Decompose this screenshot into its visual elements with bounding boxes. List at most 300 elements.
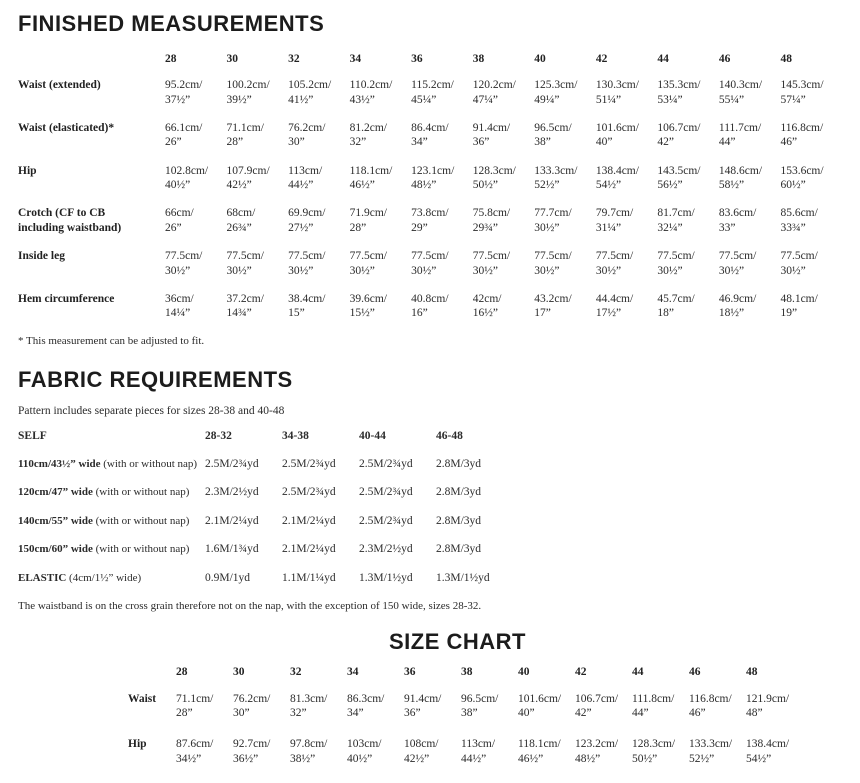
inch-value: 15” xyxy=(288,307,305,320)
measurement-cell xyxy=(461,737,518,766)
size-header-row xyxy=(128,666,842,678)
inch-value: 33¾” xyxy=(780,221,806,234)
table-row xyxy=(18,486,842,498)
measurement-cell xyxy=(518,692,575,721)
cm-value: 77.5cm/ xyxy=(472,250,511,263)
inch-value: 28” xyxy=(349,221,367,234)
cm-value: 91.4cm/ xyxy=(404,692,442,705)
measurement-cell xyxy=(176,737,233,766)
inch-value: 30½” xyxy=(718,264,745,277)
inch-value: 36½” xyxy=(233,752,259,765)
cm-value: 121.9cm/ xyxy=(746,692,790,705)
cm-value: 76.2cm/ xyxy=(233,692,271,705)
cm-value: 69.9cm/ xyxy=(288,207,326,220)
cm-value: 140.3cm/ xyxy=(718,79,763,92)
cm-value: 39.6cm/ xyxy=(349,292,387,305)
inch-value: 56½” xyxy=(657,179,683,192)
inch-value: 54½” xyxy=(746,752,772,765)
row-label: Waist xyxy=(128,692,157,705)
cm-value: 86.3cm/ xyxy=(347,692,385,705)
measurement-cell xyxy=(632,692,689,721)
cm-value: 66cm/ xyxy=(165,207,194,220)
inch-value: 38” xyxy=(534,136,551,149)
measurement-cell xyxy=(461,692,518,721)
cm-value: 97.8cm/ xyxy=(290,738,328,751)
cm-value: 148.6cm/ xyxy=(718,164,763,177)
cm-value: 102.8cm/ xyxy=(165,164,209,177)
inch-value: 27½” xyxy=(288,221,314,234)
cm-value: 77.5cm/ xyxy=(595,250,634,263)
measurement-cell xyxy=(165,206,227,235)
cm-value: 123.2cm/ xyxy=(575,738,619,751)
size-chart-title: SIZE CHART xyxy=(389,629,526,655)
inch-value: 30” xyxy=(288,136,305,149)
size-column-header: 36 xyxy=(411,53,423,66)
inch-value: 40½” xyxy=(347,752,373,765)
measurement-cell xyxy=(227,292,289,321)
inch-value: 46½” xyxy=(518,752,544,765)
inch-value: 26” xyxy=(165,136,182,149)
yardage-cell: 1.3M/1½yd xyxy=(436,571,490,584)
cm-value: 36cm/ xyxy=(165,292,194,305)
measurement-cell xyxy=(288,78,350,107)
size-column-header: 44 xyxy=(657,53,669,66)
yardage-cell: 2.3M/2½yd xyxy=(205,486,259,499)
cm-value: 138.4cm/ xyxy=(746,738,790,751)
inch-value: 30½” xyxy=(411,264,437,277)
cm-value: 79.7cm/ xyxy=(595,207,634,220)
inch-value: 30½” xyxy=(595,264,622,277)
cm-value: 73.8cm/ xyxy=(411,207,449,220)
inch-value: 29¾” xyxy=(472,221,498,234)
cm-value: 77.5cm/ xyxy=(718,250,757,263)
cm-value: 38.4cm/ xyxy=(288,292,326,305)
cm-value: 145.3cm/ xyxy=(780,79,824,92)
inch-value: 17½” xyxy=(595,307,622,320)
size-column-header: 40 xyxy=(534,53,546,66)
size-column-header: 28 xyxy=(165,53,177,66)
inch-value: 30½” xyxy=(349,264,375,277)
fabric-width-label: 120cm/47” wide xyxy=(18,486,93,499)
inch-value: 28” xyxy=(176,706,193,719)
measurement-cell xyxy=(719,164,781,193)
cm-value: 44.4cm/ xyxy=(595,292,634,305)
size-column-header: 48 xyxy=(780,53,792,66)
size-column-header: 32 xyxy=(288,53,300,66)
size-column-header: 30 xyxy=(226,53,239,66)
cm-value: 107.9cm/ xyxy=(226,164,270,177)
cm-value: 153.6cm/ xyxy=(780,164,824,177)
measurement-cell xyxy=(657,249,719,278)
inch-value: 41½” xyxy=(288,93,314,106)
measurement-cell xyxy=(575,692,632,721)
table-row xyxy=(128,692,842,721)
yardage-cell: 2.1M/2¼yd xyxy=(205,514,259,527)
inch-value: 16½” xyxy=(472,307,498,320)
inch-value: 43½” xyxy=(349,93,375,106)
yardage-cell: 1.1M/1¼yd xyxy=(282,571,336,584)
fabric-row-label xyxy=(18,543,205,555)
cm-value: 103cm/ xyxy=(347,738,382,751)
cm-value: 105.2cm/ xyxy=(288,79,332,92)
size-column-header: 38 xyxy=(461,665,473,678)
measurement-cell xyxy=(719,206,781,235)
measurement-cell xyxy=(596,206,658,235)
cm-value: 128.3cm/ xyxy=(632,738,676,751)
measurement-cell xyxy=(404,692,461,721)
measurements-footnote: * This measurement can be adjusted to fit. xyxy=(18,334,205,347)
row-label: Waist (elasticated)* xyxy=(18,121,115,134)
fabric-width-label: ELASTIC xyxy=(18,571,67,584)
cm-value: 81.2cm/ xyxy=(349,121,387,134)
fabric-row-label xyxy=(18,572,205,584)
cm-value: 87.6cm/ xyxy=(176,738,214,751)
inch-value: 46½” xyxy=(349,179,375,192)
cm-value: 86.4cm/ xyxy=(411,121,449,134)
measurement-cell xyxy=(473,164,535,193)
size-column-header: 32 xyxy=(290,665,302,678)
inch-value: 36” xyxy=(404,706,421,719)
table-row xyxy=(18,78,842,107)
inch-value: 33” xyxy=(718,221,736,234)
measurement-cell xyxy=(534,206,596,235)
cm-value: 125.3cm/ xyxy=(534,79,578,92)
size-column-header: 48 xyxy=(746,665,758,678)
measurement-cell xyxy=(473,206,535,235)
size-column-header: 30 xyxy=(233,665,245,678)
inch-value: 42½” xyxy=(404,752,430,765)
measurement-cell xyxy=(780,206,842,235)
finished-measurements-table xyxy=(18,53,842,321)
inch-value: 32¼” xyxy=(657,221,683,234)
cm-value: 116.8cm/ xyxy=(780,121,824,134)
measurement-cell xyxy=(534,249,596,278)
inch-value: 44½” xyxy=(461,752,487,765)
cm-value: 81.7cm/ xyxy=(657,207,695,220)
inch-value: 26¾” xyxy=(226,221,252,234)
inch-value: 46” xyxy=(689,706,706,719)
measurement-cell xyxy=(290,692,347,721)
inch-value: 37½” xyxy=(165,93,191,106)
cm-value: 71.9cm/ xyxy=(349,207,387,220)
cm-value: 120.2cm/ xyxy=(472,79,516,92)
yardage-cell: 1.3M/1½yd xyxy=(359,571,413,584)
measurement-cell xyxy=(689,737,746,766)
measurement-cell xyxy=(350,292,412,321)
cm-value: 76.2cm/ xyxy=(288,121,326,134)
cm-value: 77.5cm/ xyxy=(349,250,387,263)
table-row xyxy=(128,737,842,766)
inch-value: 42” xyxy=(575,706,592,719)
size-header-row xyxy=(18,53,842,65)
measurement-cell xyxy=(596,121,658,150)
yardage-cell: 2.5M/2¾yd xyxy=(282,486,336,499)
measurement-cell xyxy=(288,292,350,321)
table-row xyxy=(18,206,842,235)
measurement-cell xyxy=(657,206,719,235)
row-label: Hip xyxy=(18,164,37,177)
fabric-width-label: 150cm/60” wide xyxy=(18,543,93,556)
cm-value: 68cm/ xyxy=(226,207,256,220)
inch-value: 30½” xyxy=(472,264,498,277)
yardage-cell: 2.8M/3yd xyxy=(436,486,482,499)
measurement-cell xyxy=(780,292,842,321)
inch-value: 29” xyxy=(411,221,428,234)
cm-value: 43.2cm/ xyxy=(534,292,572,305)
measurement-cell xyxy=(347,692,404,721)
inch-value: 34” xyxy=(411,136,428,149)
measurement-cell xyxy=(347,737,404,766)
cm-value: 110.2cm/ xyxy=(349,79,393,92)
measurement-cell xyxy=(350,206,412,235)
cm-value: 95.2cm/ xyxy=(165,79,203,92)
inch-value: 30” xyxy=(233,706,250,719)
fabric-width-label: 140cm/55” wide xyxy=(18,514,93,527)
table-row xyxy=(18,249,842,278)
cm-value: 106.7cm/ xyxy=(657,121,701,134)
size-column-header: 42 xyxy=(575,665,587,678)
inch-value: 47¼” xyxy=(472,93,498,106)
table-row xyxy=(18,572,842,584)
inch-value: 39½” xyxy=(226,93,252,106)
cm-value: 46.9cm/ xyxy=(718,292,757,305)
inch-value: 34” xyxy=(347,706,364,719)
cm-value: 83.6cm/ xyxy=(718,207,757,220)
inch-value: 30½” xyxy=(534,221,560,234)
cm-value: 77.7cm/ xyxy=(534,207,572,220)
cm-value: 118.1cm/ xyxy=(518,738,561,751)
measurement-cell xyxy=(165,164,227,193)
cm-value: 130.3cm/ xyxy=(595,79,639,92)
inch-value: 50½” xyxy=(472,179,498,192)
size-range-header: 40-44 xyxy=(359,429,386,442)
fabric-requirements-footnote: The waistband is on the cross grain therefore not on the nap, with the exception of 150 wide, sizes 28-32. xyxy=(18,600,482,613)
inch-value: 54½” xyxy=(595,179,622,192)
measurement-cell xyxy=(719,78,781,107)
measurement-cell xyxy=(518,737,575,766)
cm-value: 133.3cm/ xyxy=(534,164,578,177)
inch-value: 52½” xyxy=(534,179,560,192)
row-label: Waist (extended) xyxy=(18,79,101,92)
fabric-nap-note: (with or without nap) xyxy=(95,486,190,499)
cm-value: 71.1cm/ xyxy=(226,121,264,134)
size-range-header: 34-38 xyxy=(282,429,309,442)
cm-value: 77.5cm/ xyxy=(780,250,818,263)
measurement-cell xyxy=(596,164,658,193)
cm-value: 96.5cm/ xyxy=(461,692,499,705)
cm-value: 111.8cm/ xyxy=(632,692,675,705)
measurement-cell xyxy=(534,78,596,107)
measurement-cell xyxy=(780,121,842,150)
measurement-cell xyxy=(350,121,412,150)
measurement-cell xyxy=(233,737,290,766)
inch-value: 26” xyxy=(165,221,182,234)
inch-value: 48½” xyxy=(575,752,601,765)
cm-value: 108cm/ xyxy=(404,738,439,751)
inch-value: 40” xyxy=(518,706,535,719)
fabric-nap-note: (with or without nap) xyxy=(95,514,190,527)
measurement-cell xyxy=(596,78,658,107)
measurement-cell xyxy=(411,78,473,107)
cm-value: 123.1cm/ xyxy=(411,164,455,177)
measurement-cell xyxy=(719,292,781,321)
cm-value: 128.3cm/ xyxy=(472,164,516,177)
fabric-width-label: 110cm/43½” wide xyxy=(18,457,101,470)
measurement-cell xyxy=(288,121,350,150)
inch-value: 19” xyxy=(780,307,798,320)
inch-value: 44” xyxy=(632,706,649,719)
measurement-cell xyxy=(689,692,746,721)
inch-value: 53¼” xyxy=(657,93,683,106)
cm-value: 92.7cm/ xyxy=(233,738,271,751)
table-row xyxy=(18,164,842,193)
size-column-header: 44 xyxy=(632,665,644,678)
size-chart-table xyxy=(18,666,842,767)
measurement-cell xyxy=(746,737,803,766)
yardage-cell: 2.8M/3yd xyxy=(436,457,482,470)
yardage-cell: 2.3M/2½yd xyxy=(359,543,413,556)
inch-value: 30½” xyxy=(165,264,191,277)
measurement-cell xyxy=(411,164,473,193)
inch-value: 48½” xyxy=(411,179,437,192)
measurement-cell xyxy=(165,121,227,150)
yardage-cell: 2.8M/3yd xyxy=(436,514,482,527)
yardage-cell: 0.9M/1yd xyxy=(205,571,251,584)
cm-value: 91.4cm/ xyxy=(472,121,511,134)
inch-value: 38½” xyxy=(290,752,316,765)
yardage-cell: 2.5M/2¾yd xyxy=(282,457,336,470)
size-column-header: 34 xyxy=(349,53,362,66)
inch-value: 50½” xyxy=(632,752,658,765)
measurement-cell xyxy=(227,206,289,235)
measurement-cell xyxy=(473,249,535,278)
inch-value: 36” xyxy=(472,136,490,149)
yardage-cell: 1.6M/1¾yd xyxy=(205,543,259,556)
measurement-cell xyxy=(404,737,461,766)
cm-value: 71.1cm/ xyxy=(176,692,214,705)
cm-value: 113cm/ xyxy=(461,738,496,751)
cm-value: 101.6cm/ xyxy=(518,692,562,705)
inch-value: 42½” xyxy=(226,179,252,192)
inch-value: 30½” xyxy=(534,264,560,277)
yardage-cell: 2.8M/3yd xyxy=(436,543,482,556)
cm-value: 77.5cm/ xyxy=(657,250,695,263)
measurement-cell xyxy=(719,121,781,150)
measurement-cell xyxy=(657,121,719,150)
cm-value: 100.2cm/ xyxy=(226,79,270,92)
table-row xyxy=(18,458,842,470)
fabric-row-label xyxy=(18,515,205,527)
size-column-header: 40 xyxy=(518,665,530,678)
measurement-cell xyxy=(719,249,781,278)
cm-value: 96.5cm/ xyxy=(534,121,572,134)
measurement-cell xyxy=(473,121,535,150)
measurement-cell xyxy=(227,164,289,193)
measurement-cell xyxy=(165,78,227,107)
fabric-self-header: SELF xyxy=(18,429,47,442)
cm-value: 40.8cm/ xyxy=(411,292,449,305)
cm-value: 101.6cm/ xyxy=(595,121,639,134)
inch-value: 60½” xyxy=(780,179,806,192)
size-column-header: 36 xyxy=(404,665,416,678)
fabric-row-label xyxy=(18,486,205,498)
measurement-cell xyxy=(227,78,289,107)
measurement-cell xyxy=(227,121,289,150)
measurement-cell xyxy=(350,164,412,193)
size-column-header: 28 xyxy=(176,665,188,678)
row-label: Hem circumference xyxy=(18,292,115,305)
fabric-nap-note: (with or without nap) xyxy=(103,457,198,470)
inch-value: 14¼” xyxy=(165,307,191,320)
measurement-cell xyxy=(596,249,658,278)
size-range-header: 28-32 xyxy=(205,429,232,442)
yardage-cell: 2.5M/2¾yd xyxy=(205,457,259,470)
fabric-requirements-title: FABRIC REQUIREMENTS xyxy=(18,366,293,392)
measurement-cell xyxy=(288,164,350,193)
size-column-header: 46 xyxy=(718,53,731,66)
measurement-cell xyxy=(473,292,535,321)
measurement-cell xyxy=(746,692,803,721)
cm-value: 118.1cm/ xyxy=(349,164,393,177)
cm-value: 138.4cm/ xyxy=(595,164,639,177)
measurement-cell xyxy=(780,78,842,107)
measurement-cell xyxy=(165,292,227,321)
measurement-cell xyxy=(473,78,535,107)
cm-value: 85.6cm/ xyxy=(780,207,818,220)
measurement-cell xyxy=(632,737,689,766)
size-range-header: 46-48 xyxy=(436,429,463,442)
table-row xyxy=(18,292,842,321)
table-row xyxy=(18,121,842,150)
inch-value: 48” xyxy=(746,706,763,719)
inch-value: 51¼” xyxy=(595,93,622,106)
inch-value: 34½” xyxy=(176,752,202,765)
cm-value: 81.3cm/ xyxy=(290,692,328,705)
inch-value: 30½” xyxy=(780,264,806,277)
cm-value: 77.5cm/ xyxy=(165,250,203,263)
inch-value: 32” xyxy=(349,136,367,149)
fabric-nap-note: (4cm/1½” wide) xyxy=(69,571,142,584)
fabric-header-row xyxy=(18,430,842,442)
cm-value: 116.8cm/ xyxy=(689,692,732,705)
cm-value: 77.5cm/ xyxy=(411,250,449,263)
inch-value: 38” xyxy=(461,706,478,719)
inch-value: 40½” xyxy=(165,179,191,192)
inch-value: 57¼” xyxy=(780,93,806,106)
finished-measurements-title: FINISHED MEASUREMENTS xyxy=(18,11,325,36)
cm-value: 48.1cm/ xyxy=(780,292,818,305)
measurement-cell xyxy=(165,249,227,278)
cm-value: 106.7cm/ xyxy=(575,692,619,705)
inch-value: 52½” xyxy=(689,752,715,765)
inch-value: 49¼” xyxy=(534,93,560,106)
measurement-cell xyxy=(411,206,473,235)
size-column-header: 38 xyxy=(472,53,485,66)
inch-value: 30½” xyxy=(657,264,683,277)
cm-value: 37.2cm/ xyxy=(226,292,264,305)
inch-value: 40” xyxy=(595,136,613,149)
inch-value: 42” xyxy=(657,136,674,149)
measurement-cell xyxy=(411,292,473,321)
measurement-cell xyxy=(233,692,290,721)
inch-value: 15½” xyxy=(349,307,375,320)
yardage-cell: 2.5M/2¾yd xyxy=(359,486,413,499)
inch-value: 31¼” xyxy=(595,221,622,234)
cm-value: 42cm/ xyxy=(472,292,502,305)
inch-value: 18” xyxy=(657,307,674,320)
measurement-cell xyxy=(176,692,233,721)
inch-value: 44” xyxy=(718,136,736,149)
